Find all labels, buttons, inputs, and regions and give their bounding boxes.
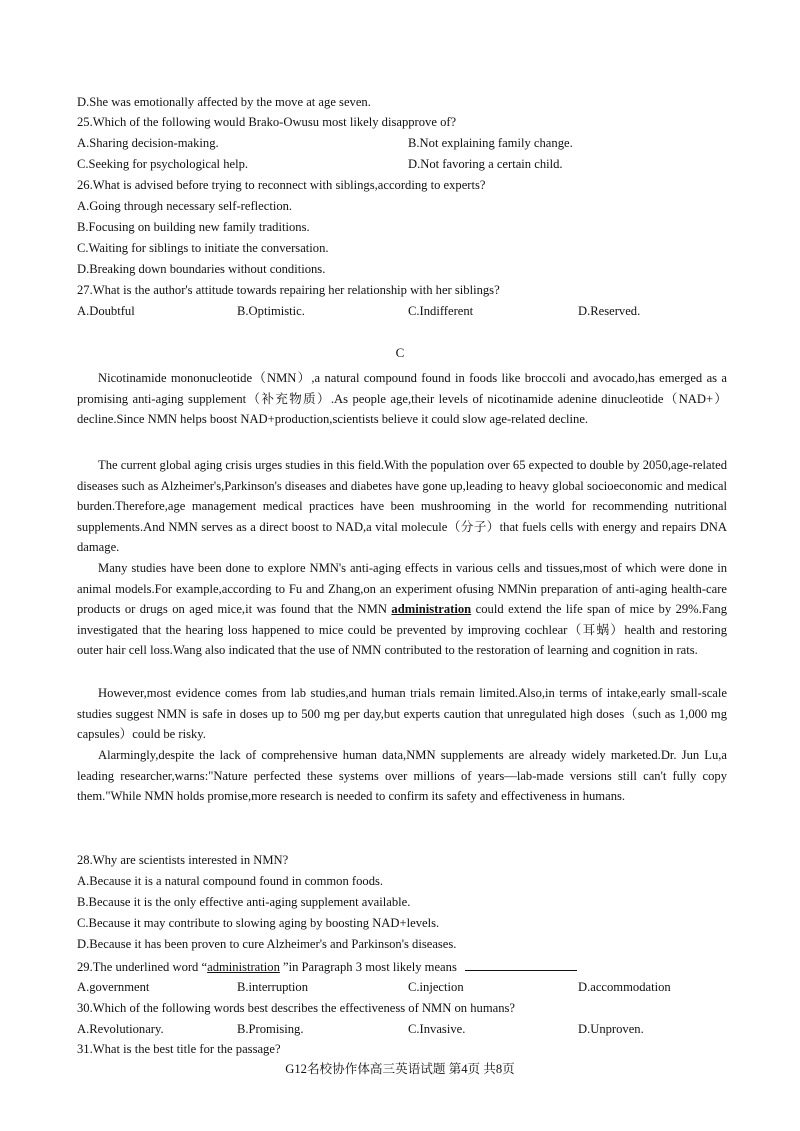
- q31-stem: 31.What is the best title for the passage?: [77, 1042, 281, 1056]
- q25-option-a: A.Sharing decision-making.: [77, 136, 219, 150]
- paragraph-3-text-before: Many studies have been done to explore NMN's anti-aging effects in various cells and tissues,most of which were done in animal models.For example,according to Fu and Zhang,on an experiment ofusing NMNin preparation of anti-aging health-care products or drugs on aged mice,it was found that the NMN: [77, 561, 727, 616]
- q27-option-c: C.Indifferent: [408, 304, 474, 318]
- page-footer: G12名校协作体高三英语试题 第4页 共8页: [285, 1062, 515, 1076]
- q28-option-b: B.Because it is the only effective anti-aging supplement available.: [77, 895, 411, 909]
- q26-option-b: B.Focusing on building new family traditions.: [77, 220, 310, 234]
- q25-stem: 25.Which of the following would Brako-Owusu most likely disapprove of?: [77, 115, 457, 129]
- q30-stem: 30.Which of the following words best describes the effectiveness of NMN on humans?: [77, 1001, 515, 1015]
- passage-paragraph-5: Alarmingly,despite the lack of comprehensive human data,NMN supplements are already widely marketed.Dr. Jun Lu,a leading researcher,warns:"Nature perfected these systems over millions of years—lab-made versions still can't fully copy them."While NMN holds promise,more research is needed to confirm its safety and effectiveness in humans.: [77, 748, 727, 803]
- q24-option-d: D.She was emotionally affected by the move at age seven.: [77, 95, 371, 109]
- passage-paragraph-3: [77, 558, 727, 661]
- q30-option-b: B.Promising.: [237, 1022, 304, 1036]
- q25-option-b: B.Not explaining family change.: [408, 136, 573, 150]
- paragraph-3-text-after: could extend the life span of mice by 29%.Fang investigated that the hearing loss happened to mice could be prevented by improving cochlear（耳蜗）health and restoring outer hair cell loss.Wang also indicated that the use of NMN contributed to the restoration of learning and cognition in rats.: [77, 602, 728, 657]
- q28-option-c: C.Because it may contribute to slowing aging by boosting NAD+levels.: [77, 916, 440, 930]
- q25-option-d: D.Not favoring a certain child.: [408, 157, 563, 171]
- q30-option-a: A.Revolutionary.: [77, 1022, 164, 1036]
- q27-option-b: B.Optimistic.: [237, 304, 305, 318]
- q26-option-d: D.Breaking down boundaries without conditions.: [77, 262, 326, 276]
- q27-stem: 27.What is the author's attitude towards repairing her relationship with her siblings?: [77, 283, 500, 297]
- q30-option-c: C.Invasive.: [408, 1022, 466, 1036]
- q29-option-a: A.government: [77, 980, 150, 994]
- q29-option-b: B.interruption: [237, 980, 309, 994]
- q29-underlined-word: administration: [207, 960, 280, 974]
- q27-option-a: A.Doubtful: [77, 304, 135, 318]
- q25-option-c: C.Seeking for psychological help.: [77, 157, 249, 171]
- q27-option-d: D.Reserved.: [578, 304, 641, 318]
- q30-option-d: D.Unproven.: [578, 1022, 644, 1036]
- q29-stem: [77, 958, 577, 975]
- passage-paragraph-1: Nicotinamide mononucleotide（NMN）,a natural compound found in foods like broccoli and avocado,has emerged as a promising anti-aging supplement（补充物质）.As people age,their levels of nicotinamide adenine dinucleotide（NAD+）decline.Since NMN helps boost NAD+production,scientists believe it could slow age-related decline.: [77, 371, 727, 426]
- section-c-heading: C: [395, 345, 405, 360]
- q26-option-a: A.Going through necessary self-reflection.: [77, 199, 293, 213]
- passage-paragraph-2: The current global aging crisis urges studies in this field.With the population over 65 expected to double by 2050,age-related diseases such as Alzheimer's,Parkinson's diseases and diabetes have gone up,leading to heavy global socioeconomic and medical burden.Therefore,age management medical practices have been mushrooming in the world for recommending nutritional supplements.And NMN serves as a direct boost to NAD,a vital molecule（分子）that fuels cells with energy and repairs DNA damage.: [77, 458, 727, 554]
- q29-answer-blank: [465, 958, 577, 971]
- passage-paragraph-4: However,most evidence comes from lab studies,and human trials remain limited.Also,in terms of intake,early small-scale studies suggest NMN is safe in doses up to 500 mg per day,but experts caution that unregulated high doses（such as 1,000 mg capsules）could be risky.: [77, 686, 727, 741]
- q29-stem-before: 29.The underlined word “: [77, 960, 208, 974]
- q29-option-c: C.injection: [408, 980, 464, 994]
- q28-stem: 28.Why are scientists interested in NMN?: [77, 853, 289, 867]
- q26-stem: 26.What is advised before trying to reconnect with siblings,according to experts?: [77, 178, 486, 192]
- q28-option-d: D.Because it has been proven to cure Alzheimer's and Parkinson's diseases.: [77, 937, 457, 951]
- q29-option-d: D.accommodation: [578, 980, 671, 994]
- q28-option-a: A.Because it is a natural compound found in common foods.: [77, 874, 384, 888]
- q26-option-c: C.Waiting for siblings to initiate the conversation.: [77, 241, 329, 255]
- q29-stem-after: ”in Paragraph 3 most likely means: [279, 960, 457, 974]
- underlined-word-administration: administration: [391, 602, 472, 616]
